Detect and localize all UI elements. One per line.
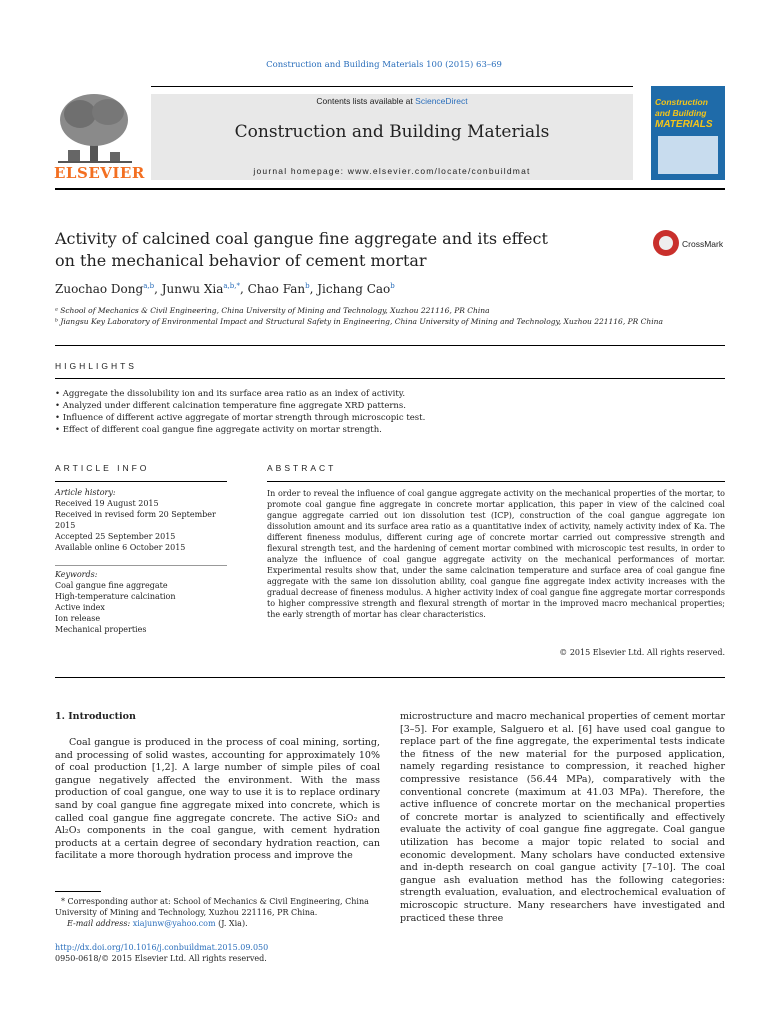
paper-title-line1: Activity of calcined coal gangue fine aggregate and its effect bbox=[55, 229, 548, 248]
elsevier-wordmark: ELSEVIER bbox=[54, 164, 145, 182]
author-name: Chao Fan bbox=[247, 282, 306, 296]
intro-right-column bbox=[400, 711, 725, 925]
article-info-rule bbox=[55, 481, 227, 482]
highlight-item: • Analyzed under different calcination temperature fine aggregate XRD patterns. bbox=[55, 401, 406, 411]
keywords-label: Keywords: bbox=[55, 570, 98, 579]
abstract-rule bbox=[267, 481, 725, 482]
footnote-rule bbox=[55, 891, 101, 892]
contents-line bbox=[151, 96, 633, 106]
email-suffix: (J. Xia). bbox=[218, 919, 248, 928]
article-history bbox=[55, 487, 227, 553]
cover-title-line3: MATERIALS bbox=[655, 119, 713, 130]
author-name: Zuochao Dong bbox=[55, 282, 144, 296]
abstract-heading: ABSTRACT bbox=[267, 463, 337, 473]
intro-paragraph-cont: microstructure and macro mechanical properties of cement mortar [3–5]. For example, Salguero et al. [6] have used coal gangue to replace part of the fine aggregate, the experimental tests indicate the fitness of the new material for the purposed application, namely regarding resistance to compression, it reached higher compressive resistance (56.44 MPa), comparatively with the conventional concrete (maximum at 41.03 MPa). Therefore, the active influence of concrete mortar on the mechanical properties of concrete mortar is analyzed to scientifically and effectively evaluate the activity of coal gangue fine aggregate. Coal gangue utilization has become a major topic related to social and economic development. Many scholars have conducted extensive and in-depth research on coal gangue activity [7–10]. The coal gangue ash evaluation method has the following categories: strength evaluation, evaluation, and electrochemical evaluation of microscopic structure. Many researchers have investigated and practiced these three bbox=[400, 711, 725, 924]
author-affil-marker[interactable]: b bbox=[305, 282, 310, 290]
sciencedirect-link[interactable]: ScienceDirect bbox=[415, 96, 468, 106]
abstract-bottom-rule bbox=[55, 677, 725, 678]
highlight-item: • Influence of different active aggregate of mortar strength through microscopic test. bbox=[55, 413, 426, 423]
affiliation-b: ᵇ Jiangsu Key Laboratory of Environmental Impact and Structural Safety in Engineering, China University of Mining and Technology, Xuzhou 221116, PR China bbox=[55, 317, 663, 326]
email-label: E-mail address: bbox=[67, 919, 131, 928]
author-name: Junwu Xia bbox=[161, 282, 224, 296]
abstract-copyright: © 2015 Elsevier Ltd. All rights reserved. bbox=[559, 648, 725, 657]
highlights-list bbox=[55, 388, 425, 436]
keyword: Active index bbox=[55, 603, 105, 612]
corresponding-author-footnote bbox=[55, 896, 380, 929]
paper-title-line2: on the mechanical behavior of cement mortar bbox=[55, 251, 427, 270]
abstract-text: In order to reveal the influence of coal gangue aggregate activity on the mechanical properties of the mortar, to promote coal gangue fine aggregate in concrete mortar application, this paper in view of the calcined coal gangue aggregate carried out ion dissolution test (ICP), construction of the coal gangue aggregate ion dissolution amount and its surface area ratio as a quantitative index of activity, namely activity index of Ka. The different fineness modulus, different curing age of concrete mortar carried out compressive strength and flexural strength test, and the hardening of cement mortar combined with microscopic test results, in order to analyze the influence of coal gangue aggregate activity on the mechanical performances of mortar. Experimental results show that, under the same calcination temperature and surface area of coal gangue fine aggregate with the same ion dissolution ability, coal gangue fine aggregate index activity increases with the gradual decrease of fineness modulus. A higher activity index of coal gangue fine aggregate mortar corresponds to higher compressive strength and flexural strength of mortar in the improved macro mechanical properties; the early strength of mortar has clear characteristics. bbox=[267, 489, 725, 619]
contents-prefix: Contents lists available at bbox=[316, 96, 413, 106]
cover-title-line1: Construction bbox=[655, 97, 708, 107]
intro-paragraph: Coal gangue is produced in the process of coal mining, sorting, and processing of solid wastes, accounting for approximately 10% of coal production [1,2]. A large number of simple piles of coal gangue negatively affected the environment. With the mass production of coal gangue, one way to use it is to replace ordinary sand by coal gangue fine aggregate mixed into concrete, which is called coal gangue fine aggregate concrete. The active SiO₂ and Al₂O₃ components in the coal gangue, with cement hydration products at a certain degree of secondary hydration reaction, can facilitate a more thorough hydration process and improve the bbox=[55, 737, 380, 862]
cover-title-line2: and Building bbox=[655, 108, 707, 118]
keyword: Mechanical properties bbox=[55, 625, 147, 634]
author-affil-marker[interactable]: a,b bbox=[143, 282, 155, 290]
paper-title bbox=[55, 228, 615, 272]
history-received: Received 19 August 2015 bbox=[55, 499, 159, 508]
author-list: Zuochao Dong$^{a,b}$, Junwu Xia$^{a,b,*}$, Chao Fan$^b$, Jichang Cao$^b$ bbox=[55, 282, 395, 296]
keyword: Ion release bbox=[55, 614, 101, 623]
author-affil-marker[interactable]: a,b,* bbox=[223, 282, 240, 290]
cover-title bbox=[655, 97, 723, 130]
author-name: Jichang Cao bbox=[317, 282, 391, 296]
footnote-corresponding: * Corresponding author at: School of Mechanics & Civil Engineering, China University of Mining and Technology, Xuzhou 221116, PR China. bbox=[55, 897, 369, 917]
affiliation-a: ᵃ School of Mechanics & Civil Engineering, China University of Mining and Technology, Xuzhou 221116, PR China bbox=[55, 306, 490, 315]
history-label: Article history: bbox=[55, 488, 116, 497]
highlight-item: • Effect of different coal gangue fine aggregate activity on mortar strength. bbox=[55, 425, 382, 435]
issn-line: 0950-0618/© 2015 Elsevier Ltd. All rights reserved. bbox=[55, 954, 267, 963]
journal-citation[interactable]: Construction and Building Materials 100 (2015) 63–69 bbox=[266, 60, 502, 70]
doi-link[interactable]: http://dx.doi.org/10.1016/j.conbuildmat.2015.09.050 bbox=[55, 943, 269, 952]
crossmark-inner bbox=[659, 236, 673, 250]
highlights-heading: HIGHLIGHTS bbox=[55, 361, 137, 371]
crossmark-label[interactable]: CrossMark bbox=[682, 239, 724, 249]
header-bottom-rule bbox=[55, 188, 725, 190]
highlights-rule bbox=[55, 378, 725, 379]
keyword: High-temperature calcination bbox=[55, 592, 176, 601]
footnote-email-line bbox=[55, 918, 380, 929]
keywords-rule bbox=[55, 565, 227, 566]
article-info-heading: ARTICLE INFO bbox=[55, 463, 150, 473]
doi-block bbox=[55, 942, 268, 964]
affil-rule bbox=[55, 345, 725, 346]
history-online: Available online 6 October 2015 bbox=[55, 543, 186, 552]
cover-image bbox=[658, 136, 718, 174]
author-affil-marker[interactable]: b bbox=[390, 282, 395, 290]
email-link[interactable]: xiajunw@yahoo.com bbox=[132, 919, 216, 928]
header-top-rule bbox=[151, 86, 633, 87]
history-revised: Received in revised form 20 September 2015 bbox=[55, 510, 216, 530]
highlight-item: • Aggregate the dissolubility ion and its surface area ratio as an index of activity. bbox=[55, 389, 406, 399]
journal-homepage[interactable]: journal homepage: www.elsevier.com/locate/conbuildmat bbox=[253, 166, 531, 176]
history-accepted: Accepted 25 September 2015 bbox=[55, 532, 176, 541]
keyword: Coal gangue fine aggregate bbox=[55, 581, 168, 590]
section-heading-introduction: 1. Introduction bbox=[55, 711, 136, 722]
keywords bbox=[55, 569, 227, 635]
intro-left-column bbox=[55, 737, 380, 863]
journal-title: Construction and Building Materials bbox=[234, 122, 550, 142]
